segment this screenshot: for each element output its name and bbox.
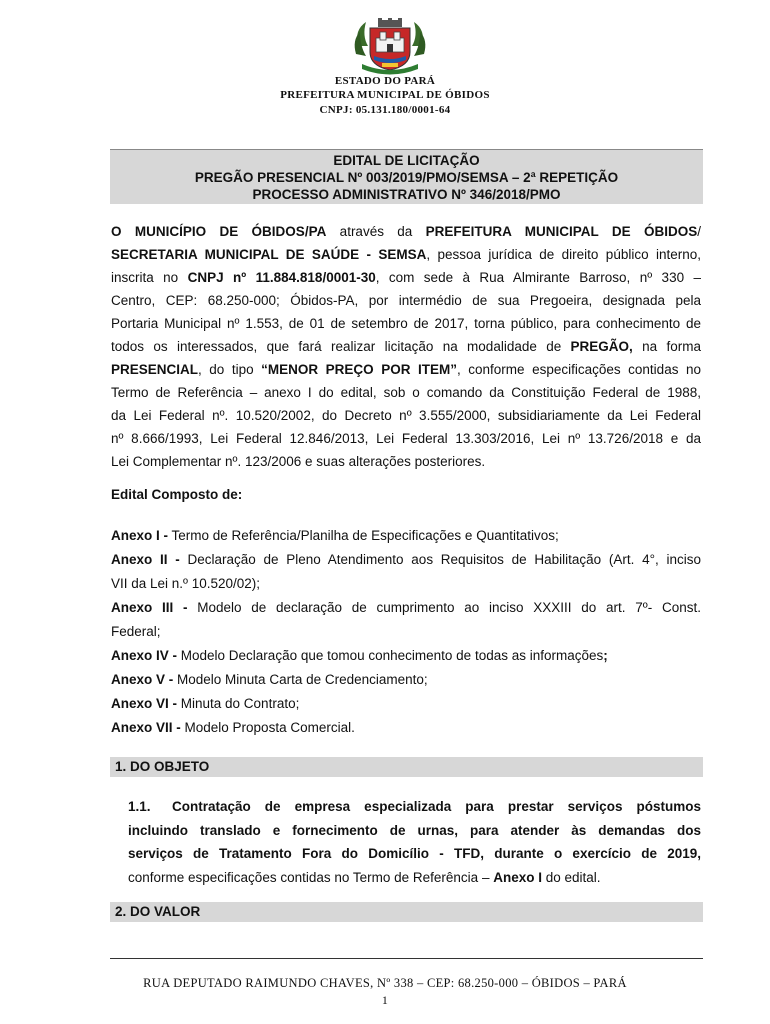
annex-item [111, 548, 701, 572]
intro-line: Centro, CEP: 68.250-000; Óbidos-PA, por intermédio de sua Pregoeira, designada pela [111, 293, 701, 308]
secretaria-name: SECRETARIA MUNICIPAL DE SAÚDE - SEMSA [111, 247, 427, 262]
annex-label: Anexo VI - [111, 696, 178, 711]
text-run: , com sede à Rua Almirante Barroso, nº 330 – [375, 270, 701, 285]
cnpj-number: CNPJ nº 11.884.818/0001-30 [187, 270, 376, 285]
prefeitura-name: PREFEITURA MUNICIPAL DE ÓBIDOS [425, 224, 698, 239]
intro-line: da Lei Federal nº. 10.520/2002, do Decreto nº 3.555/2000, subsidiariamente da Lei Federal [111, 408, 701, 423]
annex-text: Modelo Declaração que tomou conhecimento de todas as informações [177, 648, 604, 663]
municipio-name: O MUNICÍPIO DE ÓBIDOS/PA [111, 224, 327, 239]
annex-label: Anexo II - [111, 552, 180, 567]
annex-text: Minuta do Contrato; [177, 696, 300, 711]
annex-reference: Anexo I [493, 869, 542, 885]
intro-line [111, 358, 701, 381]
footer-address: RUA DEPUTADO RAIMUNDO CHAVES, Nº 338 – CEP: 68.250-000 – ÓBIDOS – PARÁ [143, 976, 627, 990]
text-run: do edital. [541, 869, 601, 885]
annex-continuation: Federal; [111, 624, 161, 639]
annex-item [111, 692, 701, 716]
intro-line [111, 335, 701, 358]
annex-text: Termo de Referência/Planilha de Especificações e Quantitativos; [168, 528, 559, 543]
intro-line: Termo de Referência – anexo I do edital, sob o comando da Constituição Federal de 1988, [111, 385, 701, 400]
annex-text: Modelo Proposta Comercial. [180, 720, 355, 735]
annex-text: Modelo de declaração de cumprimento ao inciso XXXIII do art. 7º- Const. [187, 600, 701, 615]
intro-line [111, 243, 701, 266]
annex-continuation: VII da Lei n.º 10.520/02); [111, 576, 261, 591]
annex-list [111, 524, 701, 740]
annex-label: Anexo I - [111, 528, 169, 543]
intro-line [111, 220, 701, 243]
annex-text: ; [603, 648, 608, 663]
intro-line: Portaria Municipal nº 1.553, de 01 de setembro de 2017, torna público, para conhecimento de [111, 316, 701, 331]
forma: PRESENCIAL [111, 362, 199, 377]
text-run: / [697, 224, 702, 239]
section-heading-objeto: 1. DO OBJETO [110, 757, 703, 777]
annex-item [111, 596, 701, 620]
intro-line [111, 266, 701, 289]
edital-title: EDITAL DE LICITAÇÃO [333, 153, 480, 168]
annex-item [111, 644, 701, 668]
objeto-line: incluindo translado e fornecimento de urnas, para atender às demandas dos [128, 822, 701, 838]
annex-label: Anexo VII - [111, 720, 181, 735]
edital-composto-heading: Edital Composto de: [111, 487, 243, 502]
annex-item [111, 524, 701, 548]
intro-line: Lei Complementar nº. 123/2006 e suas alterações posteriores. [111, 454, 486, 469]
text-run: , conforme especificações contidas no [457, 362, 701, 377]
page-number: 1 [381, 993, 389, 1007]
text-run: , pessoa jurídica de direito público interno, [426, 247, 701, 262]
objeto-line [128, 795, 701, 819]
annex-text: Declaração de Pleno Atendimento aos Requisitos de Habilitação (Art. 4°, inciso [179, 552, 701, 567]
pregao-number: PREGÃO PRESENCIAL Nº 003/2019/PMO/SEMSA – 2ª REPETIÇÃO [194, 170, 619, 185]
letterhead-cnpj: CNPJ: 05.131.180/0001-64 [319, 104, 451, 116]
annex-label: Anexo III - [111, 600, 188, 615]
annex-item [111, 668, 701, 692]
intro-paragraph [111, 220, 701, 473]
text-run: inscrita no [111, 270, 188, 285]
objeto-paragraph [128, 795, 701, 889]
text-run: , do tipo [198, 362, 262, 377]
processo-number: PROCESSO ADMINISTRATIVO Nº 346/2018/PMO [252, 187, 561, 202]
clause-number: 1.1. [128, 799, 151, 814]
annex-label: Anexo IV - [111, 648, 178, 663]
annex-text: Modelo Minuta Carta de Credenciamento; [173, 672, 428, 687]
text-run: através da [326, 224, 426, 239]
text-run: todos os interessados, que fará realizar licitação na modalidade de [111, 339, 571, 354]
text-run: na forma [632, 339, 701, 354]
edital-title-box [110, 149, 703, 204]
municipal-coat-of-arms-logo [352, 16, 428, 76]
annex-label: Anexo V - [111, 672, 174, 687]
modalidade: PREGÃO, [570, 339, 633, 354]
intro-line: nº 8.666/1993, Lei Federal 12.846/2013, Lei Federal 13.303/2016, Lei nº 13.726/2018 e da [111, 431, 701, 446]
text-run: Contratação de empresa especializada para prestar serviços póstumos [172, 799, 701, 814]
objeto-line [128, 866, 701, 890]
letterhead-prefeitura: PREFEITURA MUNICIPAL DE ÓBIDOS [280, 89, 490, 101]
letterhead-state: ESTADO DO PARÁ [334, 75, 436, 87]
footer-divider [110, 958, 703, 959]
tipo: “MENOR PREÇO POR ITEM” [261, 362, 457, 377]
annex-item [111, 716, 701, 740]
text-run: conforme especificações contidas no Termo de Referência – [128, 869, 494, 885]
section-heading-valor: 2. DO VALOR [110, 902, 703, 922]
objeto-line: serviços de Tratamento Fora do Domicílio - TFD, durante o exercício de 2019, [128, 846, 701, 861]
